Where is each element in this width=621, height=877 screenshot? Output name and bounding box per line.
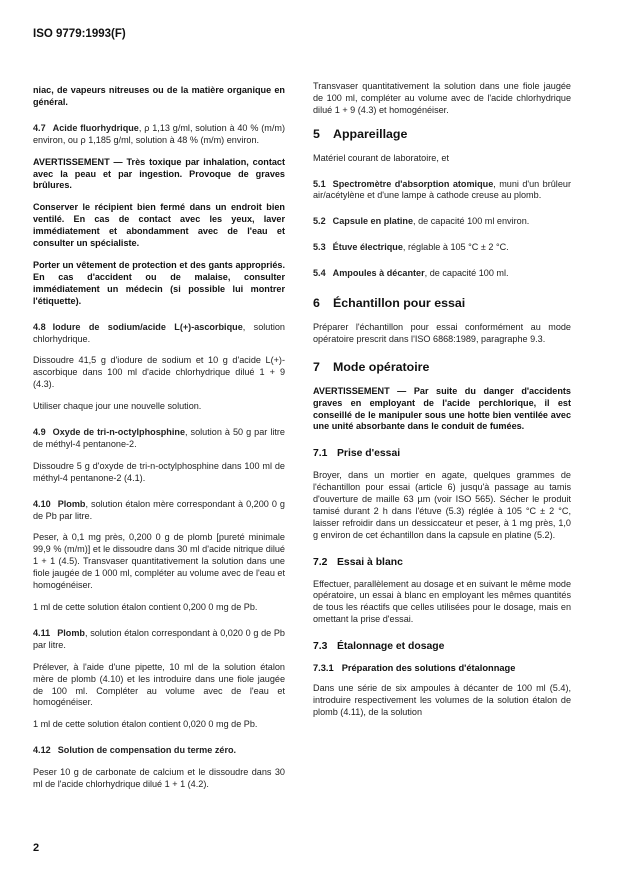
entry-title: Acide fluorhydrique [52, 122, 139, 133]
entry-text: , solution chlorhydrique. [33, 321, 285, 344]
body-paragraph: Préparer l'échantillon pour essai conformément au mode opératoire prescrit dans l'ISO 6868:1989, paragraphe 9.3. [313, 321, 571, 344]
entry-number: 5.2 [313, 216, 326, 227]
entry-number: 5.4 [313, 268, 326, 279]
entry-number: 4.10 [33, 498, 51, 509]
section-number: 5 [313, 126, 320, 141]
section-heading-6 [313, 298, 571, 310]
entry-number: 4.12 [33, 745, 51, 756]
body-paragraph: Matériel courant de laboratoire, et [313, 152, 449, 163]
warning-paragraph: Conserver le récipient bien fermé dans un endroit bien ventilé. En cas de contact avec les yeux, laver immédiatement et abondamment avec de l'eau et consulter un spécialiste. [33, 202, 285, 249]
subsection-heading-7-1 [313, 448, 571, 460]
section-title: Mode opératoire [333, 359, 430, 374]
warning-paragraph: AVERTISSEMENT — Très toxique par inhalation, contact avec la peau et par ingestion. Provoque de graves brûlures. [33, 156, 285, 191]
entry-number: 4.8 [33, 321, 46, 332]
entry-title: Plomb [57, 627, 85, 638]
entry-text: , muni d'un brûleur air/acétylène et d'une lampe à cathode creuse au plomb. [313, 178, 571, 201]
body-paragraph: 1 ml de cette solution étalon contient 0,020 0 mg de Pb. [33, 719, 258, 730]
entry-title: Spectromètre d'absorption atomique [332, 178, 494, 189]
warning-paragraph: AVERTISSEMENT — Par suite du danger d'accidents graves en employant de l'acide perchlorique, il est conseillé de le manipuler sous une hotte bien ventilée avec une unité absorbante dans le conduit de fumées. [313, 385, 571, 432]
entry-number: 4.7 [33, 122, 46, 133]
entry-title: Plomb [57, 498, 86, 509]
body-paragraph: Dissoudre 5 g d'oxyde de tri-n-octylphosphine dans 100 ml de méthyl-4 pentanone-2 (4.1). [33, 460, 285, 483]
entry-title: Ampoules à décanter [332, 268, 425, 279]
continued-paragraph: niac, de vapeurs nitreuses ou de la matière organique en général. [33, 85, 285, 107]
body-paragraph: Dans une série de six ampoules à décanter de 100 ml (5.4), introduire respectivement les volumes de la solution étalon de plomb (4.11), de la solution [313, 683, 571, 717]
subsubsection-heading-7-3-1 [313, 663, 571, 675]
entry-text: , solution étalon correspondant à 0,020 0 g de Pb par litre. [33, 627, 285, 650]
body-paragraph: Peser, à 0,1 mg près, 0,200 0 g de plomb [pureté minimale 99,9 % (m/m)] et le dissoudre dans 30 ml d'acide nitrique dilué 1 + 1 (4.5). Transvaser quantitativement la solution dans une fiole jaugée de 1 000 ml, compléter au volume avec de l'eau et homogénéiser. [33, 532, 285, 591]
entry-4-11 [33, 628, 285, 652]
entry-4-7 [33, 123, 285, 147]
body-paragraph: 1 ml de cette solution étalon contient 0,200 0 mg de Pb. [33, 602, 258, 612]
document-header: ISO 9779:1993(F) [33, 28, 126, 40]
warning-paragraph: Porter un vêtement de protection et des gants appropriés. En cas d'accident ou de malaise, consulter immédiatement un médecin (si possible lui montrer l'étiquette). [33, 259, 285, 306]
entry-4-12 [33, 745, 285, 757]
body-paragraph: Effectuer, parallèlement au dosage et en suivant le même mode opératoire, un essai à blanc en employant les mêmes quantités de tous les réactifs que celles utilisées pour le dosage, mais en omettant la prise d'essai. [313, 578, 571, 625]
subsubsection-title: Préparation des solutions d'étalonnage [341, 663, 516, 674]
subsubsection-number: 7.3.1 [313, 663, 334, 674]
subsection-heading-7-2 [313, 557, 571, 569]
entry-4-10 [33, 499, 285, 523]
entry-text: , solution à 50 g par litre de méthyl-4 pentanone-2. [33, 427, 285, 449]
entry-5-2 [313, 216, 571, 228]
subsection-title: Essai à blanc [337, 556, 403, 568]
section-number: 6 [313, 296, 320, 311]
section-title: Appareillage [333, 126, 408, 141]
entry-text: , ρ 1,13 g/ml, solution à 40 % (m/m) environ, ou ρ 1,185 g/ml, solution à 48 % (m/m) environ. [33, 122, 285, 145]
entry-text: , de capacité 100 ml. [424, 268, 509, 279]
right-column [313, 81, 571, 729]
left-column [33, 85, 285, 801]
subsection-number: 7.1 [313, 448, 328, 460]
entry-text: , réglable à 105 °C ± 2 °C. [402, 242, 509, 253]
entry-5-1 [313, 179, 571, 203]
entry-number: 4.9 [33, 427, 46, 438]
entry-title: Solution de compensation du terme zéro. [57, 745, 237, 756]
subsection-number: 7.3 [313, 641, 328, 653]
body-paragraph: Utiliser chaque jour une nouvelle solution. [33, 401, 202, 412]
section-heading-7 [313, 359, 571, 374]
section-heading-5 [313, 126, 571, 141]
entry-5-4 [313, 268, 571, 280]
subsection-title: Prise d'essai [337, 448, 401, 460]
continued-paragraph: Transvaser quantitativement la solution dans une fiole jaugée de 100 ml, compléter au volume avec de l'acide chlorhydrique dilué 1 + 9 (4.3) et homogénéiser. [313, 81, 571, 115]
entry-title: Iodure de sodium/acide L(+)-ascorbique [52, 321, 243, 332]
entry-4-8 [33, 322, 285, 346]
entry-text: , solution étalon mère correspondant à 0,200 0 g de Pb par litre. [33, 498, 285, 521]
entry-title: Étuve électrique [332, 242, 403, 253]
entry-5-3 [313, 242, 571, 254]
entry-number: 4.11 [33, 627, 51, 638]
body-paragraph: Broyer, dans un mortier en agate, quelques grammes de l'échantillon pour essai (article 6) jusqu'à passage au tamis d'ouverture de maille 63 µm (voir ISO 565). Sécher le produit tamisé durant 2 h dans l'étuve (5.3) réglée à 105 °C ± 2 °C, laisser refroidir dans un dessiccateur et peser, à 1 mg près, 1,0 g environ de cet échantillon dans la capsule en platine (5.2). [313, 470, 571, 540]
entry-number: 5.3 [313, 242, 326, 253]
entry-title: Capsule en platine [332, 216, 414, 227]
body-paragraph: Prélever, à l'aide d'une pipette, 10 ml de la solution étalon mère de plomb (4.10) et les introduire dans une fiole jaugée de 100 ml. Compléter au volume avec de l'eau et homogénéiser. [33, 661, 285, 708]
entry-number: 5.1 [313, 178, 326, 189]
entry-4-9 [33, 427, 285, 451]
section-number: 7 [313, 359, 320, 374]
subsection-heading-7-3 [313, 641, 571, 653]
entry-title: Oxyde de tri-n-octylphosphine [52, 427, 185, 438]
body-paragraph: Dissoudre 41,5 g d'iodure de sodium et 10 g d'acide L(+)-ascorbique dans 100 ml d'acide chlorhydrique dilué 1 + 9 (4.3). [33, 355, 285, 390]
body-paragraph: Peser 10 g de carbonate de calcium et le dissoudre dans 30 ml de l'acide chlorhydrique dilué 1 + 1 (4.2). [33, 767, 285, 790]
page-number: 2 [33, 842, 40, 854]
subsection-number: 7.2 [313, 556, 328, 568]
section-title: Échantillon pour essai [333, 296, 466, 311]
entry-text: , de capacité 100 ml environ. [413, 216, 530, 227]
subsection-title: Étalonnage et dosage [337, 641, 445, 653]
